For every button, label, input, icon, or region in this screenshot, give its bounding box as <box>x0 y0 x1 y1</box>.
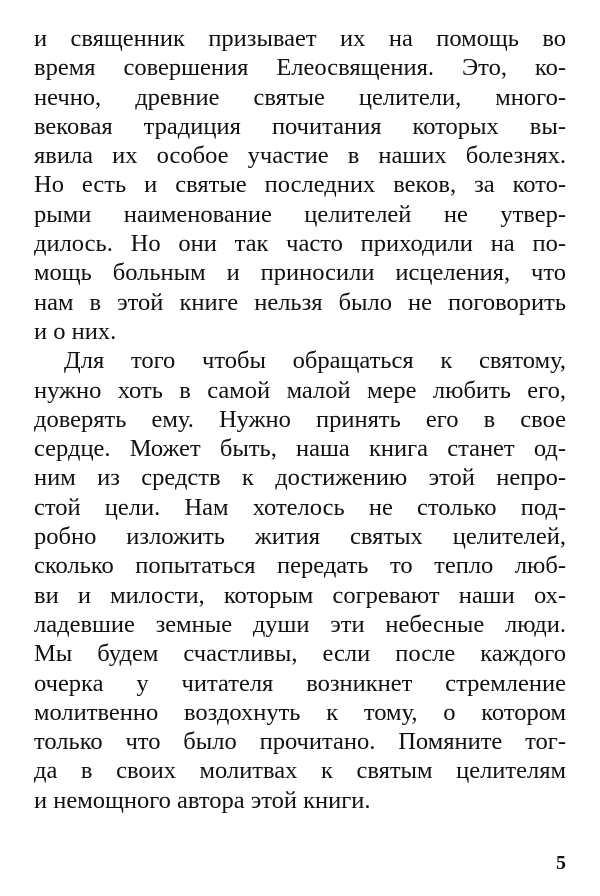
text-line: ладевшие земные души эти небесные люди. <box>34 610 566 638</box>
text-line: нужно хоть в самой малой мере любить его, <box>34 376 566 404</box>
text-line: доверять ему. Нужно принять его в свое <box>34 405 566 433</box>
text-line: нечно, древние святые целители, много- <box>34 83 566 111</box>
text-line: робно изложить жития святых целителей, <box>34 523 566 551</box>
text-line: ви и милости, которым согревают наши ох- <box>34 581 566 609</box>
text-line: только что было прочитано. Помяните тог- <box>34 728 566 756</box>
page-number: 5 <box>556 852 566 874</box>
text-line: да в своих молитвах к святым целителям <box>34 757 566 785</box>
text-line: рыми наименование целителей не утвер- <box>34 200 566 228</box>
text-line: мощь больным и приносили исцеления, что <box>34 259 566 287</box>
text-line: Мы будем счастливы, если после каждого <box>34 640 566 668</box>
text-line: ним из средств к достижению этой непро- <box>34 464 566 492</box>
paragraph-2 <box>34 346 566 815</box>
text-line: Но есть и святые последних веков, за кото- <box>34 171 566 199</box>
text-line: явила их особое участие в наших болезнях. <box>34 142 566 170</box>
text-line: и немощного автора этой книги. <box>34 786 371 814</box>
text-line: очерка у читателя возникнет стремление <box>34 669 566 697</box>
text-line: сердце. Может быть, наша книга станет од- <box>34 435 566 463</box>
text-line: Для того чтобы обращаться к святому, <box>64 347 566 375</box>
text-line: и о них. <box>34 317 117 345</box>
paragraph-1 <box>34 24 566 346</box>
text-line: вековая традиция почитания которых вы- <box>34 112 566 140</box>
text-line: сколько попытаться передать то тепло люб- <box>34 552 566 580</box>
text-line: нам в этой книге нельзя было не поговорить <box>34 288 566 316</box>
text-line: стой цели. Нам хотелось не столько под- <box>34 493 566 521</box>
text-line: молитвенно воздохнуть к тому, о котором <box>34 698 566 726</box>
text-line: время совершения Елеосвящения. Это, ко- <box>34 54 566 82</box>
body-text <box>34 24 566 815</box>
text-line: дилось. Но они так часто приходили на по- <box>34 230 566 258</box>
text-line: и священник призывает их на помощь во <box>34 25 566 52</box>
